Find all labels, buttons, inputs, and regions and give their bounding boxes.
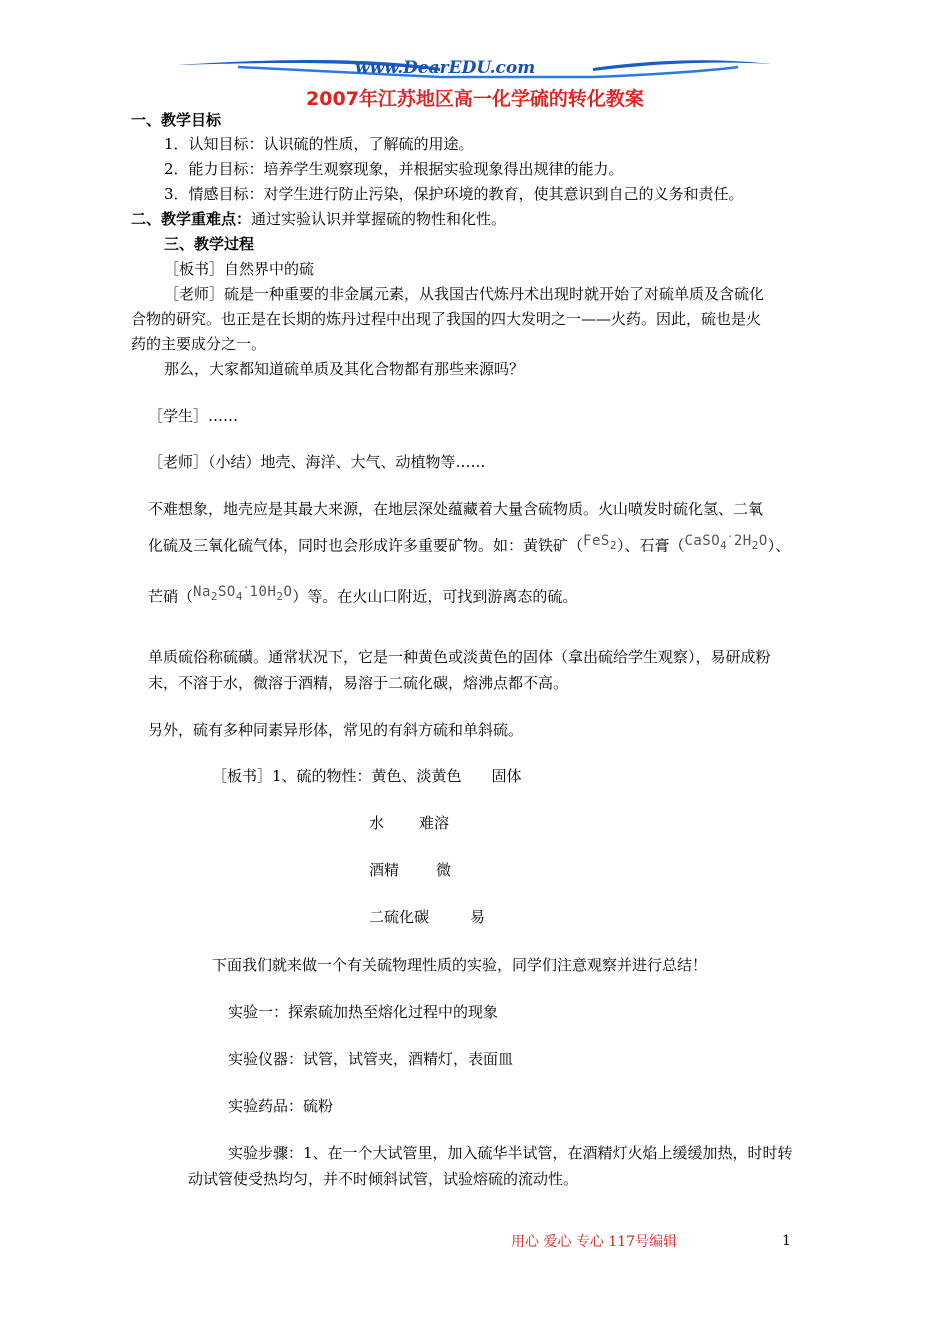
para3: 另外，硫有多种同素异形体，常见的有斜方硫和单斜硫。	[148, 721, 524, 739]
page-number: 1	[782, 1233, 791, 1249]
section-heading-key-points: 二、教学重难点：	[131, 210, 252, 228]
goal-item-3: 3．情感目标：对学生进行防止污染，保护环境的教育，使其意识到自己的义务和责任。	[164, 185, 744, 203]
footer-editor-note: 用心 爱心 专心 117号编辑	[511, 1234, 678, 1250]
key-points-text: 通过实验认识并掌握硫的物性和化性。	[251, 210, 507, 228]
solubility-cs2: 二硫化碳	[369, 908, 430, 926]
teacher-summary: ［老师］（小结）地壳、海洋、大气、动植物等……	[148, 453, 486, 471]
experiment-drug: 实验药品：硫粉	[228, 1097, 334, 1115]
board-note-1: ［板书］自然界中的硫	[164, 260, 315, 278]
solubility-water: 水	[369, 814, 385, 832]
solubility-alcohol-value: 微	[436, 861, 452, 879]
formula-caso4: $CaSO_4^\cdot 2H_2O$	[684, 531, 768, 552]
section-heading-process: 三、教学过程	[164, 235, 255, 253]
teacher-line-1: ［老师］硫是一种重要的非金属元素，从我国古代炼丹术出现时就开始了对硫单质及含硫化	[164, 285, 765, 303]
experiment-1-title: 实验一：探索硫加热至熔化过程中的现象	[228, 1003, 499, 1021]
solubility-water-value: 难溶	[419, 814, 450, 832]
formula-na2so4: $Na_2SO_4^\cdot 10H_2O$	[193, 582, 293, 603]
para2-line-1: 单质硫俗称硫磺。通常状况下，它是一种黄色或淡黄色的固体（拿出硫给学生观察），易研成粉	[148, 648, 771, 666]
formula-fes2: FeS$_2$	[583, 532, 617, 552]
teacher-line-3: 药的主要成分之一。	[131, 335, 267, 353]
student-line: ［学生］……	[148, 407, 239, 425]
para2-line-2: 末，不溶于水，微溶于酒精，易溶于二硫化碳，熔沸点都不高。	[148, 674, 569, 692]
experiment-apparatus: 实验仪器：试管，试管夹，酒精灯，表面皿	[228, 1050, 514, 1068]
experiment-steps-line-2: 动试管使受热均匀，并不时倾斜试管，试验熔硫的流动性。	[188, 1170, 579, 1188]
teacher-line-2: 合物的研究。也正是在长期的炼丹过程中出现了我国的四大发明之一——火药。因此，硫也是火	[131, 310, 762, 328]
goal-item-2: 2．能力目标：培养学生观察现象，并根据实验现象得出规律的能力。	[164, 160, 624, 178]
experiment-steps-line-1: 实验步骤：1、在一个大试管里，加入硫华半试管，在酒精灯火焰上缓缓加热，时时转	[228, 1144, 793, 1162]
solubility-cs2-value: 易	[470, 908, 486, 926]
section-heading-goals: 一、教学目标	[131, 111, 222, 129]
goal-item-1: 1．认知目标：认识硫的性质，了解硫的用途。	[164, 135, 474, 153]
experiment-intro: 下面我们就来做一个有关硫物理性质的实验，同学们注意观察并进行总结！	[212, 956, 708, 974]
logo-text: www.DearEDU.com	[355, 58, 536, 78]
para1-line-2: 化硫及三氧化硫气体，同时也会形成许多重要矿物。如：黄铁矿（FeS$_2$）、石膏$(CaSO_4^\cdot 2H_2O)$、	[148, 531, 791, 555]
question-line: 那么，大家都知道硫单质及其化合物都有那些来源吗？	[164, 360, 525, 378]
board-note-2: ［板书］1、硫的物性：黄色、淡黄色 固体	[212, 767, 522, 785]
para1-line-3: 芒硝$(Na_2SO_4^\cdot 10H_2O)$等。在火山口附近，可找到游离态的硫。	[148, 582, 578, 606]
para1-line-1: 不难想象，地壳应是其最大来源，在地层深处蕴藏着大量含硫物质。火山喷发时硫化氢、二氧	[148, 500, 764, 518]
section-key-points	[131, 209, 506, 229]
document-title: 2007年江苏地区高一化学硫的转化教案	[306, 88, 644, 110]
solubility-alcohol: 酒精	[369, 861, 400, 879]
